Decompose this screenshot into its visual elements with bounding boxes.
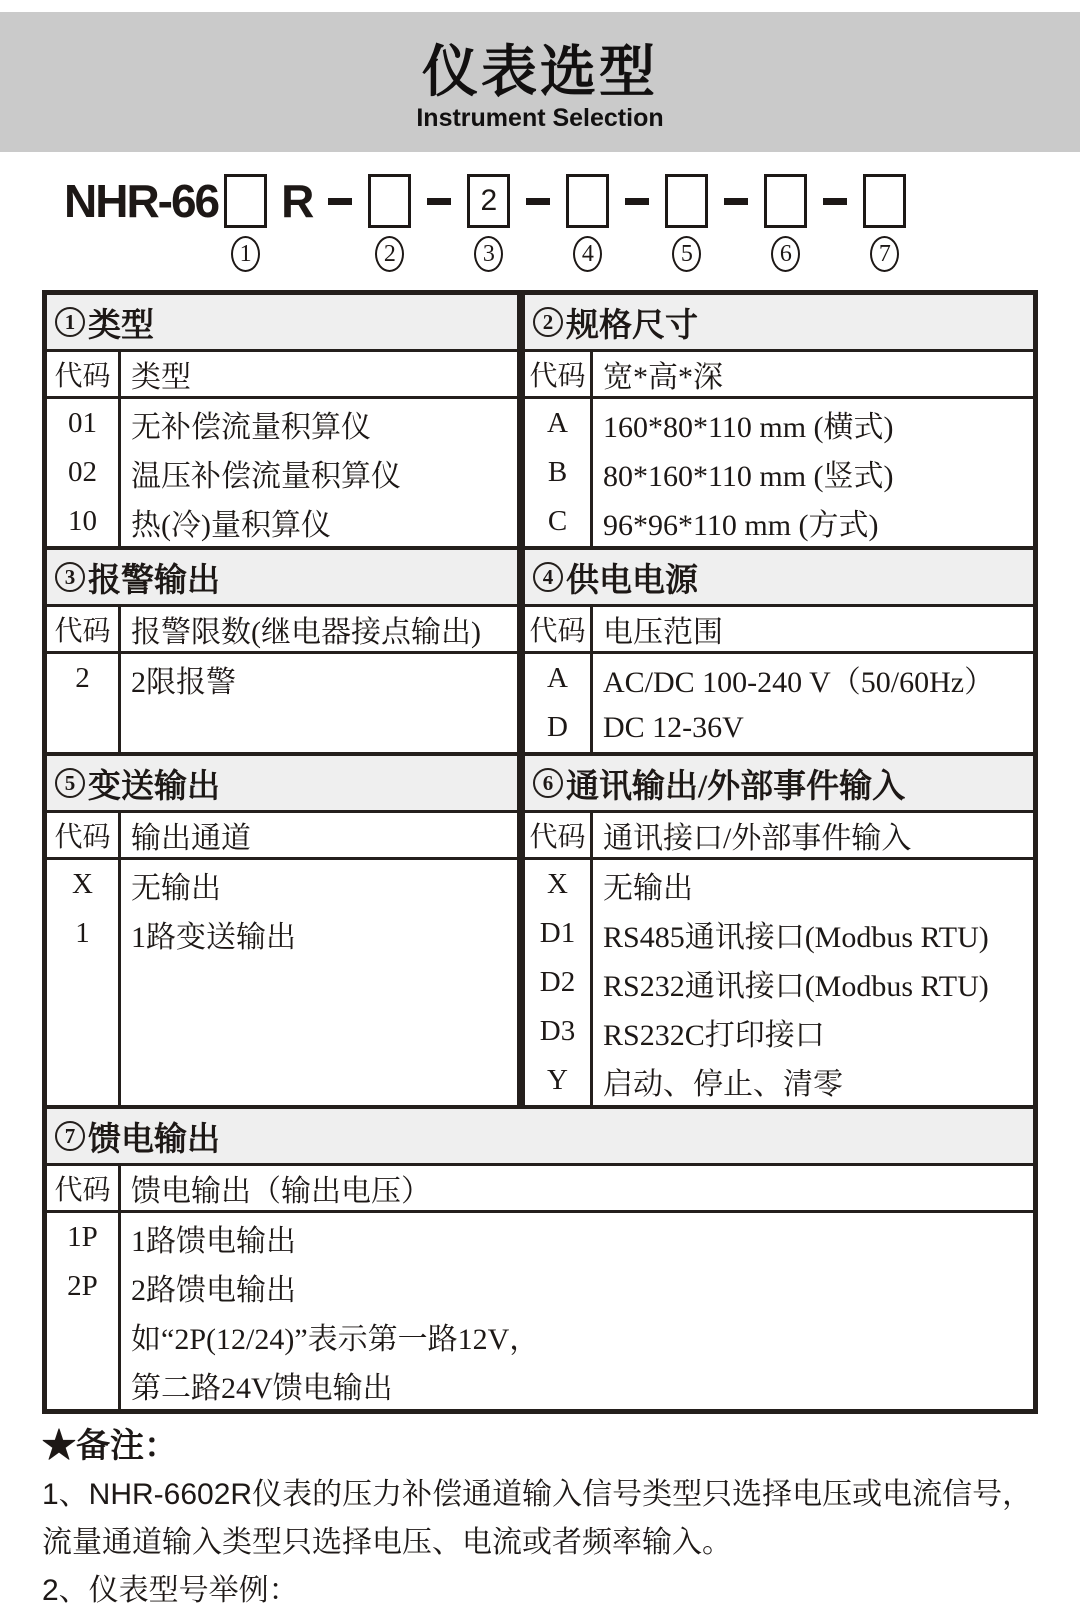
code-cell: 2 (75, 662, 90, 694)
circled-number-5: 5 (672, 236, 701, 272)
section-power (525, 550, 1033, 752)
model-box-group-3 (467, 174, 510, 272)
section-type-header (47, 295, 517, 352)
section-comm (525, 756, 1033, 1105)
content-cell: 启动、停止、清零 (603, 1067, 843, 1101)
page-title: 仪表选型 (422, 40, 658, 103)
content-column (121, 813, 517, 1105)
circled-number-2: 2 (533, 307, 563, 337)
section-comm-body (525, 813, 1033, 1105)
model-code-line (64, 174, 1080, 272)
content-cell: AC/DC 100-240 V（50/60Hz） (603, 665, 995, 699)
section-title: 类型 (88, 307, 154, 344)
code-cell: X (547, 868, 568, 900)
code-column (47, 1166, 121, 1409)
circled-number-4: 4 (573, 236, 602, 272)
section-type-body (47, 352, 517, 546)
content-cell: 第二路24V馈电输出 (131, 1371, 393, 1405)
title-band (0, 12, 1080, 152)
selection-table (42, 290, 1038, 1414)
circled-number-1: 1 (231, 236, 260, 272)
code-column (525, 352, 593, 546)
section-title: 通讯输出/外部事件输入 (566, 768, 906, 805)
band-transmit-comm (47, 756, 1033, 1109)
model-box-group-1 (224, 174, 267, 272)
section-title: 供电电源 (566, 562, 698, 599)
content-cell: 1路变送输出 (131, 920, 296, 954)
section-size-body (525, 352, 1033, 546)
remarks-block (42, 1426, 1052, 1610)
content-header: 报警限数(继电器接点输出) (121, 607, 517, 654)
content-cell: RS485通讯接口(Modbus RTU) (603, 920, 989, 954)
section-title: 报警输出 (88, 562, 220, 599)
content-column (593, 607, 1033, 752)
content-cell: 96*96*110 mm (方式) (603, 508, 879, 542)
code-header: 代码 (525, 813, 590, 860)
band-feed-output (47, 1109, 1033, 1409)
note-1-line-2: 流量通道输入类型只选择电压、电流或者频率输入。 (42, 1526, 732, 1559)
code-cell: D (547, 711, 568, 743)
section-transmit-header (47, 756, 517, 813)
code-header: 代码 (47, 352, 118, 399)
model-box-1 (224, 174, 267, 228)
circled-number-6: 6 (771, 236, 800, 272)
model-box-2 (368, 174, 411, 228)
content-cell: RS232通讯接口(Modbus RTU) (603, 969, 989, 1003)
dash-separator (427, 198, 451, 205)
model-box-3: 2 (467, 174, 510, 228)
content-column (593, 813, 1033, 1105)
circled-number-7: 7 (55, 1121, 85, 1151)
content-header: 类型 (121, 352, 517, 399)
content-cell: 热(冷)量积算仪 (131, 508, 331, 542)
code-column (47, 607, 121, 752)
code-cell (47, 1311, 118, 1360)
code-cell: D1 (539, 917, 576, 949)
note-1-line-1: 1、NHR-6602R仪表的压力补偿通道输入信号类型只选择电压或电流信号， (42, 1478, 1033, 1511)
model-box-group-5 (665, 174, 708, 272)
note-2: 2、仪表型号举例： (42, 1574, 299, 1607)
code-cell: D3 (539, 1015, 576, 1047)
section-feed-body (47, 1166, 1033, 1409)
code-cell (47, 1360, 118, 1409)
dash-separator (328, 198, 352, 205)
circled-number-5: 5 (55, 768, 85, 798)
section-size-header (525, 295, 1033, 352)
dash-separator (823, 198, 847, 205)
code-column (47, 352, 121, 546)
content-column (593, 352, 1033, 546)
dash-separator (526, 198, 550, 205)
model-box-7 (863, 174, 906, 228)
content-cell: RS232C打印接口 (603, 1018, 825, 1052)
section-power-header (525, 550, 1033, 607)
circled-number-7: 7 (870, 236, 899, 272)
model-box-4 (566, 174, 609, 228)
content-header: 输出通道 (121, 813, 517, 860)
code-cell: 2P (67, 1270, 98, 1302)
section-size (525, 295, 1033, 546)
section-title: 馈电输出 (88, 1121, 220, 1158)
content-cell: 1路馈电输出 (131, 1224, 296, 1258)
code-cell: 01 (68, 407, 97, 439)
content-cell: DC 12-36V (603, 710, 744, 744)
circled-number-1: 1 (55, 307, 85, 337)
content-cell: 无输出 (603, 871, 693, 905)
section-title: 规格尺寸 (566, 307, 698, 344)
dash-separator (724, 198, 748, 205)
code-header: 代码 (525, 607, 590, 654)
section-transmit (47, 756, 525, 1105)
circled-number-4: 4 (533, 562, 563, 592)
model-box-group-7 (863, 174, 906, 272)
code-cell: Y (547, 1064, 568, 1096)
code-cell: X (72, 868, 93, 900)
circled-number-2: 2 (375, 236, 404, 272)
content-cell: 温压补偿流量积算仪 (131, 459, 401, 493)
model-box-group-2 (368, 174, 411, 272)
content-column (121, 1166, 1033, 1409)
model-box-group-4 (566, 174, 609, 272)
code-header: 代码 (47, 813, 118, 860)
model-r-label: R (281, 175, 315, 227)
section-transmit-body (47, 813, 517, 1105)
model-box-group-6 (764, 174, 807, 272)
code-column (525, 607, 593, 752)
code-cell: D2 (539, 966, 576, 998)
circled-number-3: 3 (55, 562, 85, 592)
content-cell: 2路馈电输出 (131, 1273, 296, 1307)
code-cell: 1P (67, 1221, 98, 1253)
code-column (47, 813, 121, 1105)
section-alarm-body (47, 607, 517, 752)
section-alarm-header (47, 550, 517, 607)
section-feed-header (47, 1109, 1033, 1166)
code-header: 代码 (47, 1166, 118, 1213)
dash-separator (625, 198, 649, 205)
model-prefix: NHR-66 (64, 175, 219, 227)
section-feed (47, 1109, 1033, 1409)
remarks-title: ★备注： (42, 1427, 178, 1465)
content-cell: 无补偿流量积算仪 (131, 410, 371, 444)
content-cell: 如“2P(12/24)”表示第一路12V， (131, 1322, 540, 1356)
band-type-size (47, 295, 1033, 550)
content-cell: 80*160*110 mm (竖式) (603, 459, 894, 493)
content-cell: 2限报警 (131, 665, 236, 699)
page (0, 12, 1080, 1607)
code-cell: B (547, 456, 568, 488)
content-column (121, 607, 517, 752)
content-header: 宽*高*深 (593, 352, 1033, 399)
band-alarm-power (47, 550, 1033, 756)
circled-number-6: 6 (533, 768, 563, 798)
content-header: 电压范围 (593, 607, 1033, 654)
content-column (121, 352, 517, 546)
code-cell: C (547, 505, 568, 537)
section-comm-header (525, 756, 1033, 813)
section-alarm (47, 550, 525, 752)
code-column (525, 813, 593, 1105)
code-header: 代码 (525, 352, 590, 399)
code-cell: A (547, 662, 568, 694)
code-header: 代码 (47, 607, 118, 654)
section-type (47, 295, 525, 546)
circled-number-3: 3 (474, 236, 503, 272)
section-power-body (525, 607, 1033, 752)
content-cell: 无输出 (131, 871, 221, 905)
content-cell: 160*80*110 mm (横式) (603, 410, 894, 444)
code-cell: 10 (68, 505, 97, 537)
section-title: 变送输出 (88, 768, 220, 805)
code-cell: 1 (75, 917, 90, 949)
code-cell: 02 (68, 456, 97, 488)
code-cell: A (547, 407, 568, 439)
model-box-6 (764, 174, 807, 228)
page-subtitle: Instrument Selection (416, 104, 664, 132)
content-header: 馈电输出（输出电压） (121, 1166, 1033, 1213)
model-box-5 (665, 174, 708, 228)
content-header: 通讯接口/外部事件输入 (593, 813, 1033, 860)
